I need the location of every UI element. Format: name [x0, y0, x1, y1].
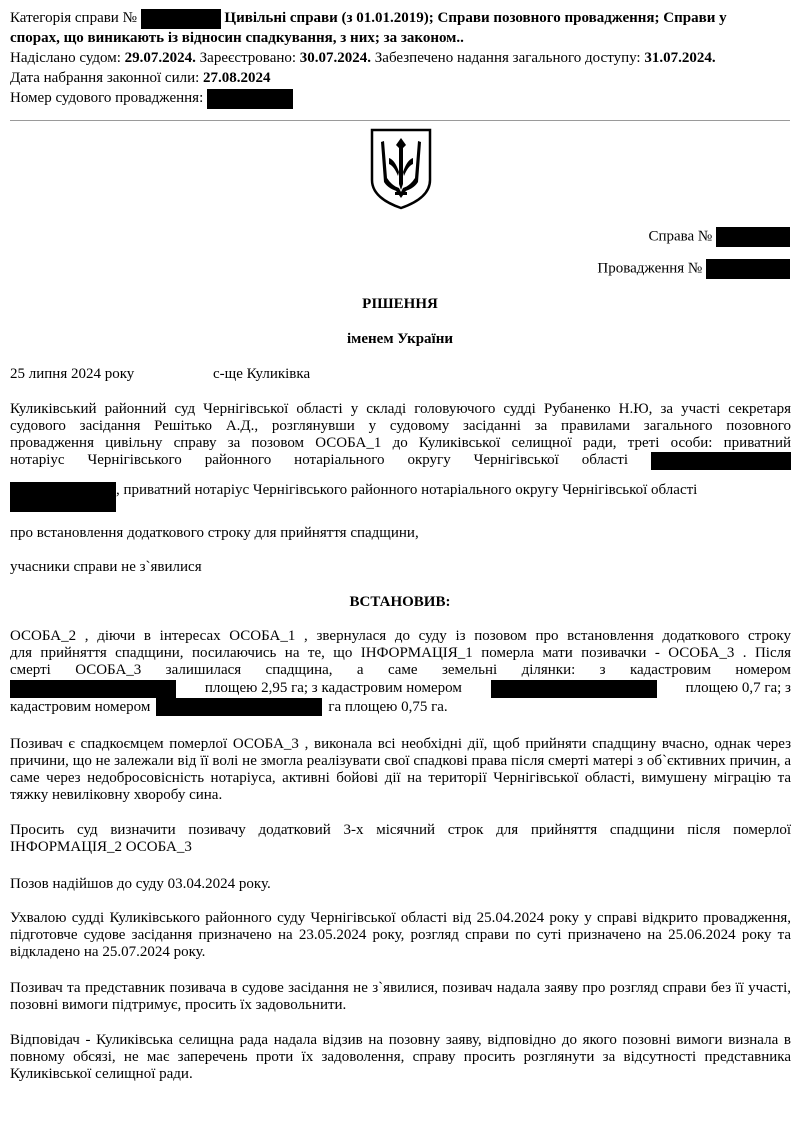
word: Чернігівського: [87, 452, 182, 468]
word: ОСОБА_3: [75, 662, 142, 678]
header-divider: [10, 120, 790, 121]
effective-label: Дата набрання законної сили:: [10, 70, 200, 86]
p1-line-5: [10, 698, 448, 716]
word: з: [599, 662, 606, 678]
category-line-2: [10, 28, 790, 48]
case-number-line: [648, 227, 790, 247]
paragraph-plaintiff-heir: Позивач є спадкоємцем померлої ОСОБА_3 , виконала всі необхідні дії, щоб прийняти спадщину вчасно, однак через причини, що не залежали від її волі не змогла реалізувати свої спадкові права після смерті матері з об`єктивних причин, а саме через недобросовісність нотаріуса, активні бойові дії на території Чернігівської області, вимушену міграцію та тяжку невиліковну хворобу сина.: [10, 736, 791, 803]
redacted-block: [10, 482, 116, 512]
word: нотаріус: [10, 452, 65, 468]
proceeding-label: Номер судового провадження:: [10, 90, 204, 106]
word: номером: [735, 662, 791, 678]
word: Чернігівської: [473, 452, 559, 468]
word: ділянки:: [521, 662, 576, 678]
decision-date: 25 липня 2024 року: [10, 366, 135, 382]
decision-subtitle: іменем України: [346, 331, 454, 347]
case-label: Справа №: [648, 228, 713, 245]
word: спадщина,: [265, 662, 333, 678]
redacted-block: [716, 227, 790, 247]
proceeding-number-line: [10, 88, 790, 109]
redacted-block: [10, 680, 176, 698]
parcel-area-1: площею 2,95 га; з кадастровим номером: [204, 680, 462, 696]
word: земельні: [441, 662, 498, 678]
decision-title: РІШЕННЯ: [362, 296, 438, 312]
p1-line-2: для прийняття спадщини, посилаючись на те, що ІНФОРМАЦІЯ_1 померла мати позивачки - ОСОБА_3 . Після: [10, 645, 791, 661]
parcel-area-2: площею 0,7 га; з: [685, 680, 791, 696]
word: нотаріального: [294, 452, 385, 468]
redacted-block: [491, 680, 657, 698]
word: смерті: [10, 662, 51, 678]
registered-date: 30.07.2024.: [299, 50, 372, 66]
paragraph-request: Просить суд визначити позивачу додатковий 3-х місячний строк для прийняття спадщини після померлої ІНФОРМАЦІЯ_2 ОСОБА_3: [10, 822, 791, 855]
redacted-block: [141, 9, 221, 29]
decision-place: с-ще Куликівка: [213, 366, 311, 382]
trident-coat-of-arms-icon: [370, 128, 432, 210]
intro-line-1: Куликівський районний суд Чернігівської області у складі головуючого судді Рубаненко Н.Ю, за участі секретаря: [10, 401, 791, 417]
word: кадастровим: [629, 662, 711, 678]
word: області: [581, 452, 629, 468]
word: районного: [204, 452, 272, 468]
paragraph-claim-received: Позов надійшов до суду 03.04.2024 року.: [10, 876, 271, 892]
redacted-block: [156, 698, 322, 716]
sent-date: 29.07.2024.: [124, 50, 196, 66]
intro-line-4: [10, 452, 791, 469]
redacted-block: [706, 259, 790, 279]
word: саме: [387, 662, 418, 678]
category-line: [10, 8, 790, 29]
effective-date: 27.08.2024: [203, 70, 271, 86]
redacted-block: [651, 452, 791, 470]
proceeding-case-label: Провадження №: [597, 260, 703, 277]
paragraph-ruling: Ухвалою судді Куликівського районного суду Чернігівської області від 25.04.2024 року у справі відкрито провадження, підготовче судове засідання призначено на 23.05.2024 року, розгляд справи по суті призначено на 25.06.2024 року та відкладено на 25.07.2024 року.: [10, 910, 791, 960]
intro-line-3: провадження цивільну справу за позовом ОСОБА_1 до Куликівської селищної ради, треті особи: приватний: [10, 435, 791, 451]
paragraph-absence: Позивач та представник позивача в судове засідання не з`явилися, позивач надала заяву про розгляд справи без її участі, позовні вимоги підтримує, просить їх задовольнити.: [10, 980, 791, 1013]
sent-label: Надіслано судом:: [10, 50, 121, 66]
p1-line-3: [10, 662, 791, 679]
redacted-block: [207, 89, 293, 109]
p1-line-1: ОСОБА_2 , діючи в інтересах ОСОБА_1 , звернулася до суду із позовом про встановлення додаткового строку: [10, 628, 791, 644]
category-value: Цивільні справи (з 01.01.2019); Справи позовного провадження; Справи у: [224, 10, 727, 26]
cadastral-label: кадастровим номером: [10, 698, 151, 715]
parcel-area-3: га площею 0,75 га.: [328, 698, 448, 715]
word: залишилася: [165, 662, 242, 678]
public-access-date: 31.07.2024.: [644, 50, 716, 66]
effective-date-line: [10, 68, 790, 88]
intro-line-5: [10, 469, 697, 512]
p1-line-4: [10, 680, 791, 697]
established-heading: ВСТАНОВИВ:: [349, 594, 451, 610]
dates-line: [10, 48, 790, 68]
participants-note: учасники справи не з`явилися: [10, 559, 202, 575]
registered-label: Зареєстровано:: [199, 50, 297, 66]
public-access-label: Забезпечено надання загального доступу:: [374, 50, 641, 66]
paragraph-defendant: Відповідач - Куликівська селищна рада надала відзив на позовну заяву, відповідно до якого позовні вимоги визнала в повному обсязі, не має заперечень проти їх задоволення, справу просить розглянути за відсутності представника Куликівської селищної ради.: [10, 1032, 791, 1082]
category-label: Категорія справи №: [10, 10, 137, 26]
intro-tail: , приватний нотаріус Чернігівського районного нотаріального округу Чернігівської області: [116, 482, 698, 498]
word: округу: [407, 452, 451, 468]
word: а: [356, 662, 364, 678]
proceeding-case-line: [597, 259, 790, 279]
category-value-cont: спорах, що виникають із відносин спадкування, з них; за законом..: [10, 30, 464, 46]
intro-line-2: судового засідання Решітько А.Д., розглянувши у судовому засіданні за правилами загального позовного: [10, 418, 791, 434]
case-subject: про встановлення додаткового строку для прийняття спадщини,: [10, 525, 419, 541]
